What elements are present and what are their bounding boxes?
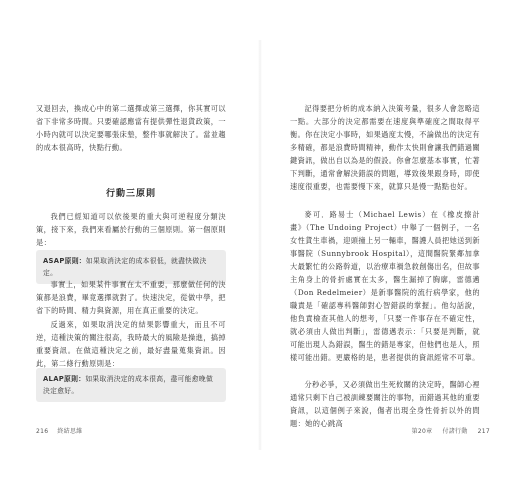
left-folio [36,426,83,435]
left-paragraph-3: 反過來，如果取消決定的結果影響重大，而且不可逆，這種決策的關注很高，我時最大的風險是操進，搞掉重要資訊。在做這種決定之前，最好盡量蒐集資訊。因此，第二條行動原則是： [36,320,226,368]
right-paragraph-3: 分秒必爭，又必須做出生死攸關的決定時，醫師心裡通常只剩下自己被訓練要關注的事物，而錯過其他的重要資訊，以這個例子來說，傷者出現全身性骨折以外的問題：她的心跳高 [290,380,480,428]
alap-principle-label: ALAP原則： [43,375,86,383]
right-page [260,0,520,500]
left-intro-paragraph: 又退回去，換成心中的第二選擇或第三選擇，你其實可以省下非常多時間。只要確認應當有提供彈性退貨政策，一小時內就可以決定要哪張床墊，整件事就解決了。當並趨的成本很高時，快點行動。 [36,104,226,152]
left-page-number: 216 [36,428,49,435]
right-page-number: 217 [477,428,490,435]
left-paragraph-2: 事實上，如果某件事實在太不重要，那麼做任何的決策都是浪費，畢竟選擇就對了。快速決定，從做中學，把省下的時間、精力與資源，用在真正重要的決定。 [36,280,226,315]
right-chapter-label: 第20章 [411,428,433,435]
section-heading: 行動三原則 [105,189,156,199]
alap-principle-box [36,368,226,402]
asap-principle-label: ASAP原則： [43,257,86,265]
right-running-title: 付諸行動 [442,428,468,435]
asap-principle-text: 如果取消決定的成本很低，就盡快做決定。 [43,257,207,277]
right-folio [412,426,490,435]
alap-principle-text: 如果取消決定的成本很高，盡可能愈晚做決定愈好。 [43,375,214,395]
right-paragraph-1: 記得要把分析的成本納入決策考量，很多人會忽略這一點。大部分的決定都需要在速度與準確度之間取得平衡。你在決定小事時，如果過度太慢，不論做出的決定有多精確，都是浪費時間精神，動作太快則會讓我們錯過關鍵資訊，做出自以為是的假設。你會怎麼基本事實，忙著下判斷，通常會解決錯誤的問題，導致後果跟身時，即使速度很重要，也需要慢下來，就算只是慢一點點也好。 [290,104,480,191]
left-running-title: 終結思維 [57,428,83,435]
section-intro-paragraph: 我們已經知道可以依後果的重大與可逆程度分類決策，接下來，我們來看屬於行動的三個原則。第一個原則是： [36,212,226,247]
right-paragraph-2: 麥可．路易士（Michael Lewis）在《橡皮擦計畫》（The Undoing Project）中舉了一個例子，一名女性貨生車禍，迎頭撞上另一輛車，醫護人員把她送到新事醫院（Sunnybrook Hospital），這間醫院緊鄰加拿大最繁忙的公路幹道，以治療車禍急救創傷出名，但故事主角身上的骨折處實在太多，醫生漏掉了胸廓，雷德邁（Don Redelmeier）是新事醫院的流行病學家，他的職責是「確認專科醫師對心智錯誤的掌握」。他勾話說，他負責檢查其他人的想考，「只要一件事存在不確定性，就必須由人做出判斷」，雷德邁表示：「只要是判斷，就可能出現人為錯誤，醫生的錯是專家，但他們也是人，照樣可能出錯。更嚴格的是，患者提供的資訊經常不可靠。 [290,210,480,362]
